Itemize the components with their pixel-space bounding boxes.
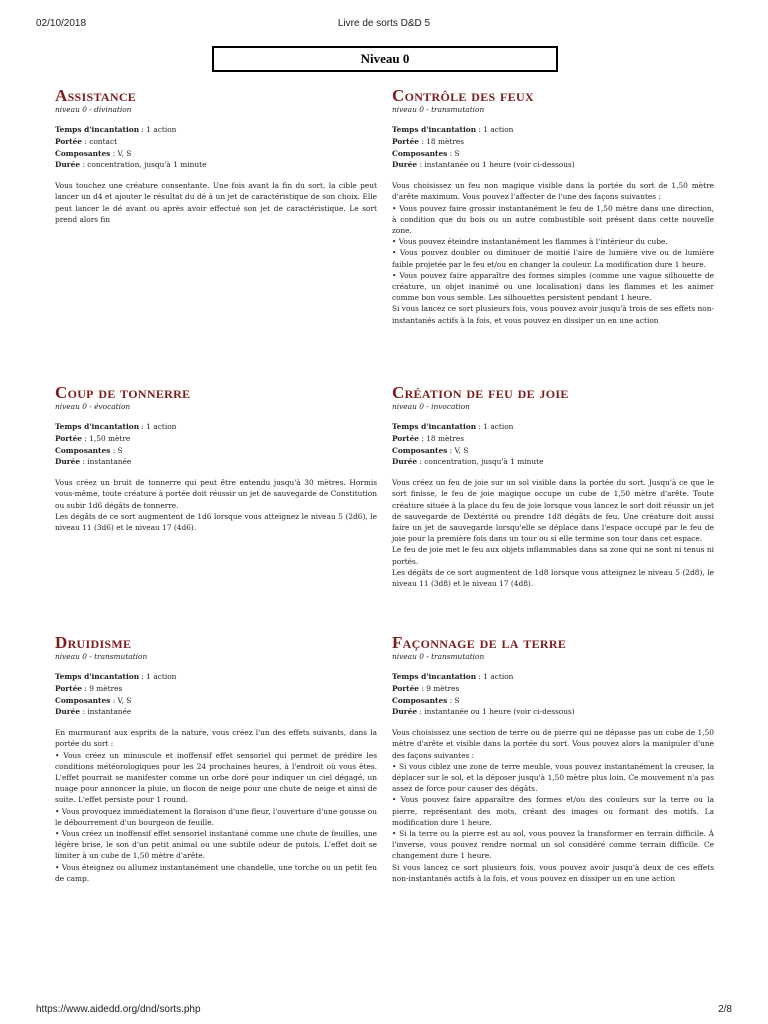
desc-paragraph: Les dégâts de ce sort augmentent de 1d8 lorsque vous atteignez le niveau 5 (2d8), le niveau 11 (3d8) et le niveau 17 (4d8).: [392, 567, 714, 589]
desc-bullet: • Vous créez un inoffensif effet sensoriel instantané comme une chute de feuilles, une légère brise, le son d'un petit animal ou une subtile odeur de putois. L'effet doit se limiter à un cube de 1,50 mètre d'arête.: [55, 829, 377, 861]
range-row: Portée : contact: [55, 136, 118, 146]
cast-time-row: Temps d'incantation : 1 action: [392, 422, 514, 431]
desc-bullet: • Vous pouvez faire grossir instantanément le feu de 1,50 mètre dans une direction, à condition que du bois ou un autre combustible soit présent dans cette nouvelle zone.: [392, 203, 714, 235]
cast-time-row: Temps d'incantation : 1 action: [55, 422, 177, 431]
desc-paragraph: Les dégâts de ce sort augmentent de 1d6 lorsque vous atteignez le niveau 5 (2d6), le niveau 11 (3d6) et le niveau 17 (4d6).: [55, 511, 377, 532]
desc-paragraph: Vous créez un bruit de tonnerre qui peut être entendu jusqu'à 30 mètres. Hormis vous-même, toute créature à portée doit réussir un jet de sauvegarde de Constitution ou subir 1d6 dégâts de tonnerre.: [55, 478, 377, 510]
spell-card-faconnage-de-la-terre: [392, 634, 714, 884]
desc-paragraph: Vous choisissez une section de terre ou de pierre qui ne dépasse pas un cube de 1,50 mètre d'arête et visible dans la portée du sort. Vous pouvez alors la manipuler d'une des façons suivantes :: [392, 728, 714, 760]
components-value: S: [454, 695, 460, 705]
components-value: V, S: [454, 445, 469, 455]
range-row: Portée : 18 mètres: [392, 433, 465, 443]
cast-time-label: Temps d'incantation: [55, 422, 140, 431]
spell-school: niveau 0 - transmutation: [392, 652, 485, 661]
desc-bullet: • Vous pouvez faire apparaître des formes simples (comme une vague silhouette de créature, un objet inanimé ou une localisation) dans les flammes et les animer comme bon vous semble. Les silhouettes persistent pendant 1 heure.: [392, 270, 714, 303]
cast-time-row: Temps d'incantation : 1 action: [55, 125, 177, 134]
desc-bullet: • Vous provoquez immédiatement la floraison d'une fleur, l'ouverture d'une gousse ou le débourrement d'un bourgeon de feuille.: [55, 806, 377, 827]
range-row: Portée : 18 mètres: [392, 136, 465, 146]
spell-name: Contrôle des feux: [392, 86, 534, 105]
desc-paragraph: Si vous lancez ce sort plusieurs fois, vous pouvez avoir jusqu'à deux de ces effets non-instantanés actifs à la fois, et vous pouvez en dissiper un en une action: [392, 862, 714, 883]
desc-bullet: • Si vous ciblez une zone de terre meuble, vous pouvez instantanément la creuser, la déplacer sur le sol, et la déposer jusqu'à 1,50 mètre plus loin. Ce mouvement n'a pas assez de force pour causer des dégâts.: [392, 761, 714, 794]
components-label: Composantes: [392, 148, 448, 158]
cast-time-value: 1 action: [483, 672, 514, 681]
components-value: V, S: [117, 695, 132, 705]
cast-time-value: 1 action: [146, 125, 177, 134]
components-row: Composantes : V, S: [55, 148, 132, 158]
range-value: 1,50 mètre: [89, 433, 131, 443]
spell-card-druidisme: [55, 634, 377, 884]
spell-properties: [392, 421, 714, 468]
cast-time-row: Temps d'incantation : 1 action: [55, 672, 177, 681]
desc-paragraph: Vous choisissez un feu non magique visible dans la portée du sort de 1,50 mètre d'arête maximum. Vous pouvez l'affecter de l'une des façons suivantes :: [392, 181, 714, 202]
range-label: Portée: [392, 136, 420, 146]
cast-time-label: Temps d'incantation: [55, 672, 140, 681]
desc-bullet: • Vous créez un minuscule et inoffensif effet sensoriel qui permet de prédire les conditions météorologiques pour les 24 prochaines heures, à l'endroit où vous êtes. L'effet pourrait se manifester comme un orbe doré pour indiquer un ciel dégagé, un nuage pour annoncer la pluie, un flocon de neige pour une chute de neige et ainsi de suite. L'effet persiste pour 1 round.: [55, 750, 377, 805]
range-label: Portée: [392, 433, 420, 443]
cast-time-row: Temps d'incantation : 1 action: [392, 672, 514, 681]
components-value: V, S: [117, 148, 132, 158]
spell-name: Façonnage de la terre: [392, 633, 567, 652]
print-footer: [0, 994, 768, 1024]
spell-name: Druidisme: [55, 633, 132, 652]
duration-row: Durée : instantanée ou 1 heure (voir ci-dessous): [392, 707, 575, 717]
duration-row: Durée : instantanée: [55, 707, 132, 717]
desc-bullet: • Vous pouvez doubler ou diminuer de moitié l'aire de lumière vive ou de lumière faible projetée par le feu et/ou en changer la couleur. La modification dure 1 heure.: [392, 248, 714, 269]
spell-card-controle-des-feux: [392, 87, 714, 326]
spell-description: [55, 180, 377, 225]
desc-bullet: • Vous pouvez faire apparaître des formes et/ou des couleurs sur la terre ou la pierre, représentant des mots, créant des images ou formant des motifs. La modification dure 1 heure.: [392, 795, 714, 827]
duration-label: Durée: [55, 707, 81, 717]
range-row: Portée : 1,50 mètre: [55, 433, 131, 443]
duration-value: instantanée ou 1 heure (voir ci-dessous): [424, 707, 575, 717]
spell-properties: [392, 124, 714, 171]
cast-time-label: Temps d'incantation: [392, 125, 477, 134]
cast-time-label: Temps d'incantation: [55, 125, 140, 134]
spell-school: niveau 0 - divination: [55, 105, 132, 114]
duration-row: Durée : concentration, jusqu'à 1 minute: [55, 160, 207, 170]
cast-time-label: Temps d'incantation: [392, 672, 477, 681]
duration-value: instantanée: [87, 707, 132, 717]
duration-label: Durée: [55, 457, 81, 467]
cast-time-label: Temps d'incantation: [392, 422, 477, 431]
components-row: Composantes : V, S: [392, 445, 469, 455]
range-value: 18 mètres: [426, 136, 465, 146]
spell-properties: [55, 421, 377, 468]
print-header: [0, 0, 768, 34]
print-url: https://www.aidedd.org/dnd/sorts.php: [36, 1004, 201, 1015]
range-value: 9 mètres: [89, 683, 123, 693]
spell-description: [55, 477, 377, 533]
range-label: Portée: [55, 683, 83, 693]
cast-time-row: Temps d'incantation : 1 action: [392, 125, 514, 134]
range-label: Portée: [392, 683, 420, 693]
page-number: 2/8: [718, 1004, 732, 1015]
level-title: Niveau 0: [212, 46, 558, 72]
desc-paragraph: Vous touchez une créature consentante. Une fois avant la fin du sort, la cible peut lancer un d4 et ajouter le résultat du dé à un jet de caractéristique de son choix. Elle peut lancer le dé avant ou après avoir effectué son jet de caractéristique. Le sort prend alors fin: [55, 181, 377, 224]
spell-school: niveau 0 - invocation: [392, 402, 470, 411]
duration-label: Durée: [392, 707, 418, 717]
range-value: 9 mètres: [426, 683, 460, 693]
cast-time-value: 1 action: [483, 422, 514, 431]
duration-value: concentration, jusqu'à 1 minute: [424, 457, 544, 467]
components-label: Composantes: [55, 148, 111, 158]
desc-paragraph: Vous créez un feu de joie sur un sol visible dans la portée du sort. Jusqu'à ce que le sort finisse, le feu de joie magique occupe un cube de 1,50 mètre d'arête. Toute créature située à la place du feu de joie lorsque vous lancez le sort doit réussir un jet de sauvegarde de Dextérité ou prendre 1d8 dégâts de feu. Une créature doit aussi faire un jet de sauvegarde lorsqu'elle se déplace dans l'espace occupé par le feu de joie pour la première fois dans un tour ou si elle termine son tour dans cet espace.: [392, 478, 714, 544]
spell-properties: [55, 124, 377, 171]
print-date: 02/10/2018: [36, 18, 87, 29]
cast-time-value: 1 action: [483, 125, 514, 134]
components-value: S: [454, 148, 460, 158]
duration-value: concentration, jusqu'à 1 minute: [87, 160, 207, 170]
duration-value: instantanée ou 1 heure (voir ci-dessous): [424, 160, 575, 170]
spell-card-assistance: [55, 87, 377, 225]
components-label: Composantes: [55, 445, 111, 455]
components-row: Composantes : S: [392, 695, 460, 705]
spell-name: Assistance: [55, 86, 137, 105]
spell-properties: [55, 671, 377, 718]
spell-card-coup-de-tonnerre: [55, 384, 377, 533]
components-label: Composantes: [392, 445, 448, 455]
duration-label: Durée: [55, 160, 81, 170]
range-row: Portée : 9 mètres: [55, 683, 123, 693]
components-row: Composantes : S: [55, 445, 123, 455]
spell-card-creation-de-feu-de-joie: [392, 384, 714, 589]
duration-row: Durée : concentration, jusqu'à 1 minute: [392, 457, 544, 467]
spell-description: [55, 727, 377, 884]
desc-paragraph: Si vous lancez ce sort plusieurs fois, vous pouvez avoir jusqu'à trois de ses effets non-instantanés actifs à la fois, et vous pouvez en dissiper un en une action: [392, 304, 714, 325]
components-value: S: [117, 445, 123, 455]
duration-row: Durée : instantanée: [55, 457, 132, 467]
spell-description: [392, 727, 714, 884]
components-row: Composantes : V, S: [55, 695, 132, 705]
duration-value: instantanée: [87, 457, 132, 467]
spell-properties: [392, 671, 714, 718]
spell-description: [392, 180, 714, 326]
print-title: Livre de sorts D&D 5: [337, 18, 431, 29]
spell-school: niveau 0 - évocation: [55, 402, 131, 411]
range-value: contact: [89, 136, 118, 146]
spell-school: niveau 0 - transmutation: [392, 105, 485, 114]
range-row: Portée : 9 mètres: [392, 683, 460, 693]
desc-paragraph: Le feu de joie met le feu aux objets inflammables dans sa zone qui ne sont ni tenus ni portés.: [392, 545, 714, 566]
range-label: Portée: [55, 136, 83, 146]
duration-row: Durée : instantanée ou 1 heure (voir ci-dessous): [392, 160, 575, 170]
duration-label: Durée: [392, 457, 418, 467]
spell-school: niveau 0 - transmutation: [55, 652, 148, 661]
spell-description: [392, 477, 714, 589]
desc-bullet: • Vous éteignez ou allumez instantanément une chandelle, une torche ou un petit feu de camp.: [55, 862, 377, 883]
spell-name: Création de feu de joie: [392, 383, 569, 402]
desc-bullet: • Si la terre ou la pierre est au sol, vous pouvez la transformer en terrain difficile. À l'inverse, vous pouvez rendre normal un sol considéré comme terrain difficile. Ce changement dure 1 heure.: [392, 829, 714, 861]
desc-paragraph: En murmurant aux esprits de la nature, vous créez l'un des effets suivants, dans la portée du sort :: [55, 728, 377, 749]
duration-label: Durée: [392, 160, 418, 170]
desc-bullet: • Vous pouvez éteindre instantanément les flammes à l'intérieur du cube.: [392, 237, 668, 247]
components-label: Composantes: [55, 695, 111, 705]
spell-name: Coup de tonnerre: [55, 383, 191, 402]
cast-time-value: 1 action: [146, 672, 177, 681]
components-label: Composantes: [392, 695, 448, 705]
range-value: 18 mètres: [426, 433, 465, 443]
components-row: Composantes : S: [392, 148, 460, 158]
range-label: Portée: [55, 433, 83, 443]
cast-time-value: 1 action: [146, 422, 177, 431]
